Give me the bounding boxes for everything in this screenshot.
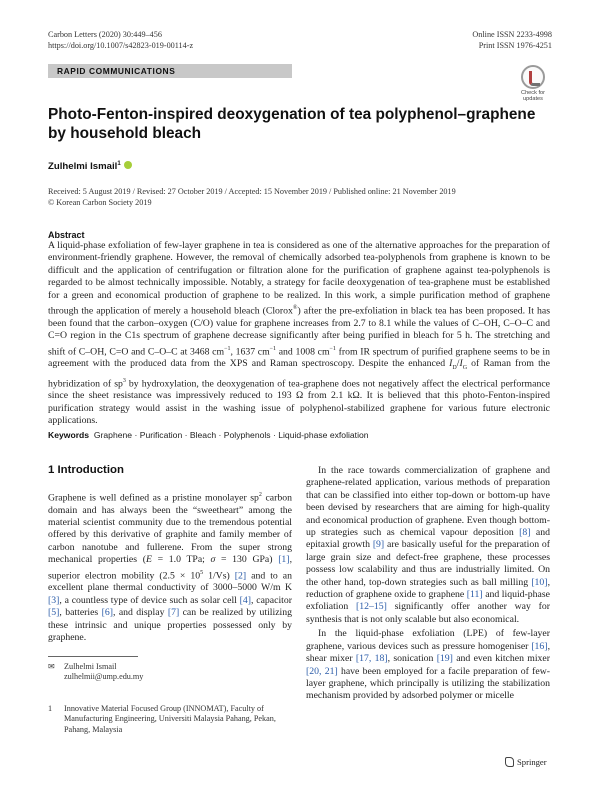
print-issn: Print ISSN 1976-4251 — [478, 41, 552, 50]
publisher-logo[interactable] — [505, 757, 547, 767]
citation-link[interactable]: [8] — [519, 527, 531, 539]
abstract-heading: Abstract — [48, 230, 85, 240]
author-name[interactable]: Zulhelmi Ismail — [48, 161, 118, 173]
corresponding-author-note — [48, 662, 292, 683]
citation-link[interactable]: [12–15] — [356, 601, 387, 613]
check-for-updates-label: Check for updates — [521, 90, 545, 102]
orcid-icon[interactable] — [124, 161, 132, 169]
article-type-banner: RAPID COMMUNICATIONS — [48, 64, 292, 78]
citation-link[interactable]: [19] — [436, 653, 453, 665]
author-affil-mark: 1 — [117, 161, 121, 167]
envelope-icon: ✉ — [48, 662, 55, 671]
doi-link[interactable]: https://doi.org/10.1007/s42823-019-00114-z — [48, 41, 194, 50]
citation-link[interactable]: [6] — [101, 607, 113, 619]
check-for-updates-badge[interactable] — [515, 65, 551, 102]
citation-link[interactable]: [16] — [531, 640, 548, 652]
footnote-divider — [48, 656, 138, 657]
running-header-right — [472, 29, 552, 51]
keywords-label: Keywords — [48, 430, 90, 440]
intro-paragraph: In the liquid-phase exfoliation (LPE) of few-layer graphene, various devices such as pressure homogeniser [16], shear mixer [17, 18], sonication [19] and even kitchen mixer [20, 21] have been employed for a facile preparation of few-layer graphene, which principally is utilizing the stabilization mechanism provided by adsorbed polymer or micelle — [306, 628, 551, 702]
corresponding-author-name: Zulhelmi Ismail — [64, 662, 117, 671]
citation-link[interactable]: [9] — [372, 539, 385, 551]
author-line — [48, 158, 132, 173]
citation-link[interactable]: [7] — [167, 607, 180, 619]
citation-link[interactable]: [11] — [466, 589, 483, 601]
section-heading-introduction: 1 Introduction — [48, 464, 124, 476]
online-issn: Online ISSN 2233-4998 — [472, 30, 552, 39]
citation-link[interactable]: [2] — [234, 569, 247, 581]
check-for-updates-icon — [521, 65, 545, 89]
intro-right-column — [306, 465, 550, 703]
publisher-name: Springer — [517, 757, 547, 767]
article-dates — [48, 186, 456, 208]
running-header-left — [48, 29, 193, 51]
affiliation-text: Innovative Material Focused Group (INNOMAT), Faculty of Manufacturing Engineering, Universiti Malaysia Pahang, Pekan, Pahang, Malaysia — [64, 704, 276, 734]
citation-link[interactable]: [3] — [48, 594, 60, 606]
corresponding-author-email[interactable]: zulhelmii@ump.edu.my — [64, 672, 144, 682]
intro-paragraph: In the race towards commercialization of graphene and graphene-related application, various methods of preparation that can be classified into either top-down or bottom-up have been devised by researchers that are aiming for high-quality and economical production of graphene. Even though bottom-up strategies such as chemical vapour deposition [8] and epitaxial growth [9] are basically useful for the preparation of large grain size and defect-free graphene, these processes possess low scalability and thus are industrially limited. On the other hand, top-down strategies such as ball milling [10], reduction of graphene oxide to graphene [11] and liquid-phase exfoliation [12–15] significantly offer another way for synthesis that is not only scalable but also economical. — [306, 465, 550, 625]
affiliation-mark: 1 — [48, 704, 53, 713]
citation-link[interactable]: [20, 21] — [306, 665, 338, 677]
journal-citation: Carbon Letters (2020) 30:449–456 — [48, 30, 162, 39]
copyright: © Korean Carbon Society 2019 — [48, 198, 152, 207]
affiliation-note — [48, 704, 292, 735]
history-dates: Received: 5 August 2019 / Revised: 27 October 2019 / Accepted: 15 November 2019 / Published online: 21 November 2019 — [48, 187, 456, 196]
citation-link[interactable]: [10] — [531, 576, 548, 588]
citation-link[interactable]: [17, 18] — [355, 653, 388, 665]
article-title: Photo-Fenton-inspired deoxygenation of tea polyphenol–graphene by household bleach — [48, 106, 536, 142]
citation-link[interactable]: [5] — [48, 607, 60, 619]
keywords-list: Graphene · Purification · Bleach · Polyphenols · Liquid-phase exfoliation — [93, 430, 369, 440]
citation-link[interactable]: [1] — [278, 554, 290, 566]
abstract-body: A liquid-phase exfoliation of few-layer graphene in tea is considered as one of the alternative approaches for the preparation of environment-friendly graphene. However, the removal of chemically adsorbed tea-polyphenols from graphene is known to be difficult and the application of centrifugation or filtration alone for the purification of graphene against tea-polyphenols is regarded to be almost technically impossible. Notably, a strategy for facile deoxygenation of tea-graphene must be established for a green and economical production of graphene to be realized. In this work, a simple purification method of graphene through the application of merely a household bleach (Clorox®) after the pre-exfoliation in black tea has been proposed. It has been found that the carbon–oxygen (C/O) value for graphene increases from 2.7 to 8.1 while the values of C–OH, C–O–C and C=O region in the C1s spectrum of graphene decrease significantly after being purified in bleach for 5 h. The stretching and shift of C–OH, C=O and C–O–C at 3468 $cm^{-1}$, 1637 $cm^{-1}$ and 1008 $cm^{-1}$ from IR spectrum of purified graphene seems to be in agreement with the produced data from the XPS and Raman spectroscopy. Despite the enhanced $I_D/I_G$ of Raman from the hybridization of $sp^3$ by hydroxylation, the deoxygenation of tea-graphene does not negatively affect the electrical performance since the sheet resistance was impressively reduced to 193 Ω from 2.1 kΩ. It is believed that this photo-Fenton-inspired purification strategy would assist in the washing issue of polyphenol-stabilized graphene for various future electronic applications. — [48, 240, 551, 426]
citation-link[interactable]: [4] — [239, 594, 252, 606]
springer-horse-icon — [505, 757, 514, 767]
keywords — [48, 430, 550, 440]
intro-left-column: Graphene is well defined as a pristine monolayer $sp^2$ carbon domain and has always been the “sweetheart” among the material scientist community due to the tremendous potential offered by this derivative of graphite and family member of carbon nanotube and fullerene. From the super strong mechanical properties (E = 1.0 TPa; σ = 130 GPa) [1], superior electron mobility ($2.5 \times 10^5$ 1/Vs) [2] and to an excellent plane thermal conductivity of 3000–5000 W/m K [3], a countless type of device such as solar cell [4], capacitor [5], batteries [6], and display [7] can be realized by utilizing these intrinsic and unique properties possessed only by graphene. — [48, 492, 293, 643]
